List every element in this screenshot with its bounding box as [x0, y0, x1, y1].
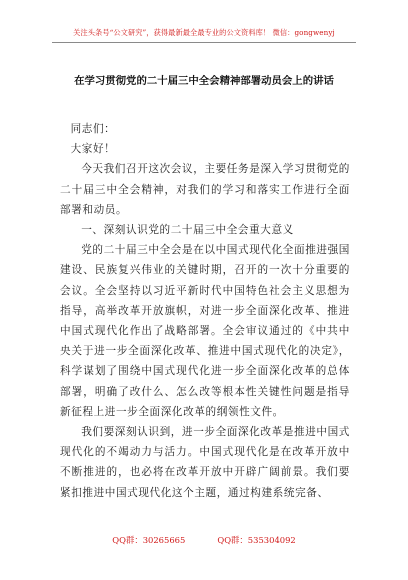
paragraph-significance: 党的二十届三中全会是在以中国式现代化全面推进强国建设、民族复兴伟业的关键时期，召开的一次十分重要的会议。全会坚持以习近平新时代中国特色社会主义思想为指导，高举改革开放旗帜，对进一步全面深化改革、推进中国式现代化作出了战略部署。全会审议通过的《中共中央关于进一步全面深化改革、推进中国式现代化的决定》，科学谋划了围绕中国式现代化进一步全面深化改革的总体部署，明确了改什么、怎么改等根本性关键性问题是指导新征程上进一步全面深化改革的纲领性文件。 [60, 244, 350, 418]
document-body [60, 119, 350, 503]
section-heading: 一、深刻认识党的二十届三中全会重大意义 [81, 224, 294, 237]
header-notice: 关注头条号“公文研究”，获得最新最全最专业的公文资料库！ 微信：gongwenyj [73, 28, 335, 37]
header-divider [52, 42, 356, 43]
paragraph-intro: 今天我们召开这次会议，主要任务是深入学习贯彻党的二十届三中全会精神，对我们的学习和落实工作进行全面部署和动员。 [60, 163, 350, 216]
paragraph-reform: 我们要深刻认识到，进一步全面深化改革是推进中国式现代化的不竭动力与活力。中国式现代化是在改革开放中不断推进的，也必将在改革开放中开辟广阔前景。我们要紧扣推进中国式现代化这个主题，通过构建系统完备、 [60, 426, 350, 499]
salutation: 同志们： [70, 123, 116, 135]
greeting: 大家好！ [70, 143, 116, 156]
document-title: 在学习贯彻党的二十届三中全会精神部署动员会上的讲话 [74, 75, 334, 87]
footer-qq-group-2: QQ群：535304092 [217, 535, 296, 545]
footer-qq-group-1: QQ群：30265665 [112, 535, 186, 545]
footer-contacts [0, 534, 408, 546]
